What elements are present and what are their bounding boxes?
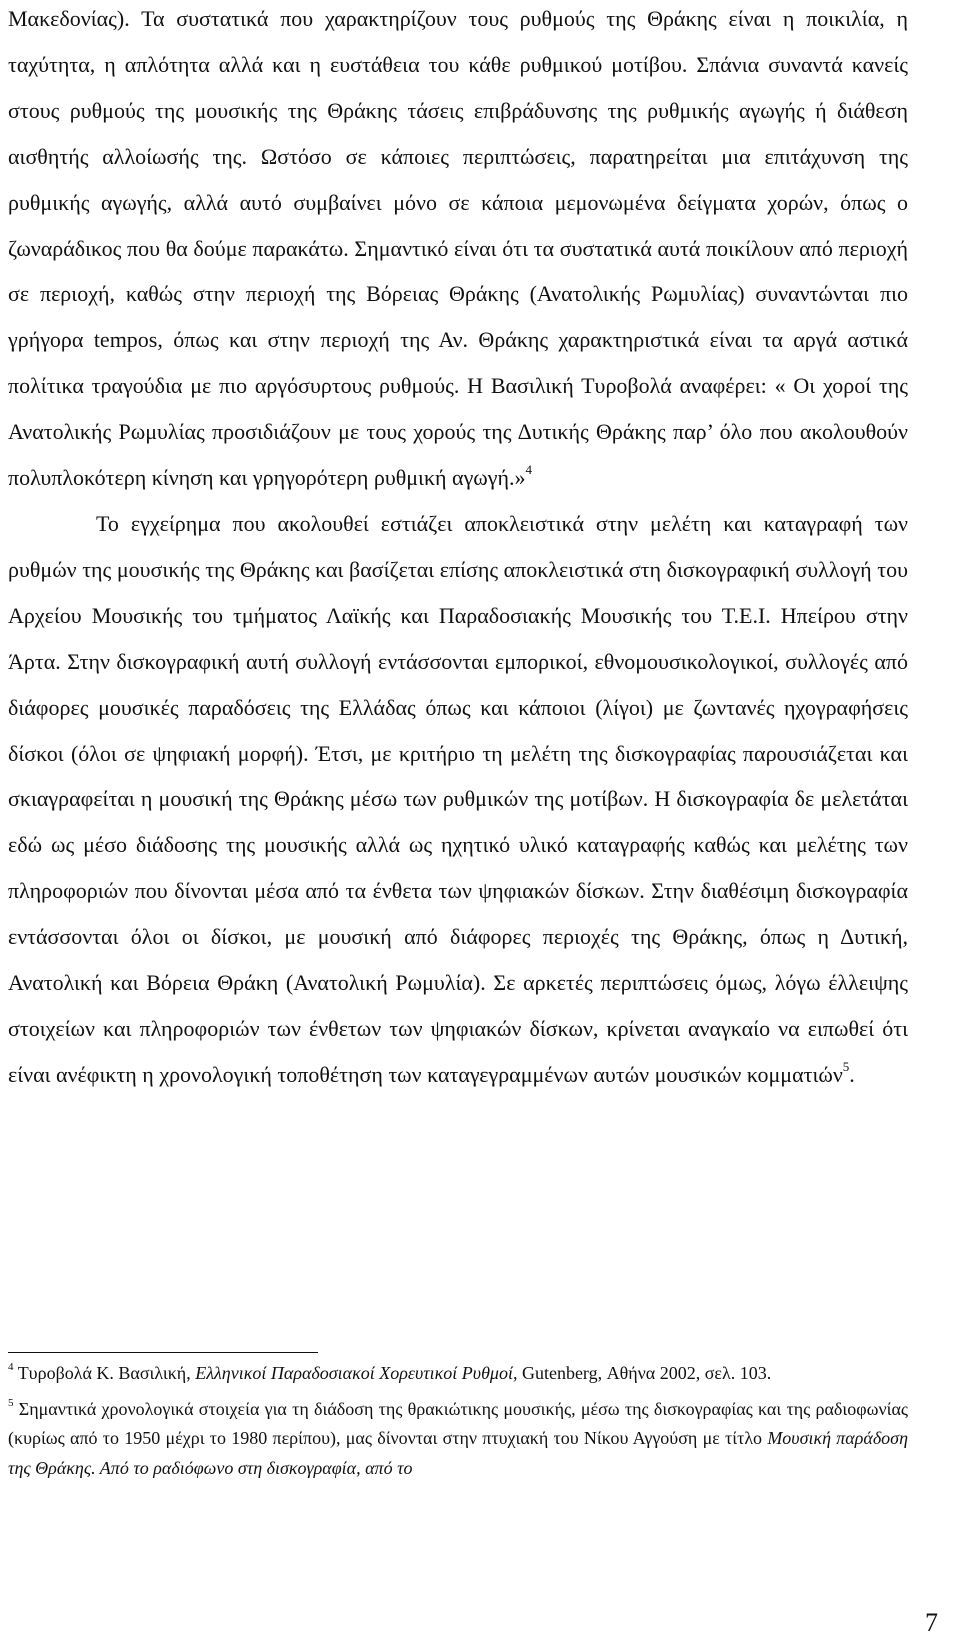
footnote-text: Σημαντικά χρονολογικά στοιχεία για τη διάδοση της θρακιώτικης μουσικής, μέσω της δισκογραφίας και της ραδιοφωνίας (κυρίως από το 1950 μέχρι το 1980 περίπου), μας δίνονται στην πτυχιακή του Νίκου Αγγούση με τίτλο: [8, 1398, 909, 1448]
footnote-text-end: Gutenberg, Αθήνα 2002, σελ. 103.: [517, 1363, 772, 1383]
footnote-ref-5[interactable]: 5: [842, 1058, 850, 1074]
footnote-separator: [8, 1352, 318, 1353]
footnote-4: [8, 1359, 908, 1389]
paragraph-2: Το εγχείρημα που ακολουθεί εστιάζει αποκλειστικά στην μελέτη και καταγραφή των ρυθμών της μουσικής της Θράκης και βασίζεται επίσης αποκλειστικά στη δισκογραφική συλλογή του Αρχείου Μουσικής του τμήματος Λαϊκής και Παραδοσιακής Μουσικής του Τ.Ε.Ι. Ηπείρου στην Άρτα. Στην δισκογραφική αυτή συλλογή εντάσσονται εμπορικοί, εθνομουσικολογικοί, συλλογές από διάφορες μουσικές παραδόσεις της Ελλάδας όπως και κάποιοι (λίγοι) με ζωντανές ηχογραφήσεις δίσκοι (όλοι σε ψηφιακή μορφή). Έτσι, με κριτήριο τη μελέτη της δισκογραφίας παρουσιάζεται και σκιαγραφείται η μουσική της Θράκης μέσω των ρυθμικών της μοτίβων. Η δισκογραφία δε μελετάται εδώ ως μέσο διάδοσης της μουσικής αλλά ως ηχητικό υλικό καταγραφής καθώς και μελέτης των πληροφοριών που δίνονται μέσα από τα ένθετα των ψηφιακών δίσκων. Στην διαθέσιμη δισκογραφία εντάσσονται όλοι οι δίσκοι, με μουσική από διάφορες περιοχές της Θράκης, όπως η Δυτική, Ανατολική και Βόρεια Θράκη (Ανατολική Ρωμυλία). Σε αρκετές περιπτώσεις όμως, λόγω έλλειψης στοιχείων και πληροφοριών των ένθετων των ψηφιακών δίσκων, κρίνεται αναγκαίο να ειπωθεί ότι είναι ανέφικτη η χρονολογική τοποθέτηση των καταγεγραμμένων αυτών μουσικών κομματιών$^5$.: [8, 510, 908, 1087]
paragraph-1-text: Μακεδονίας). Τα συστατικά που χαρακτηρίζουν τους ρυθμούς της Θράκης είναι η ποικιλία, η ταχύτητα, η απλότητα αλλά και η ευστάθεια του κάθε ρυθμικού μοτίβου. Σπάνια συναντά κανείς στους ρυθμούς της μουσικής της Θράκης τάσεις επιβράδυνσης της ρυθμικής αγωγής ή διάθεση αισθητής αλλοίωσής της. Ωστόσο σε κάποιες περιπτώσεις, παρατηρείται μια επιτάχυνση της ρυθμικής αγωγής, αλλά αυτό συμβαίνει μόνο σε κάποια μεμονωμένα δείγματα χορών, όπως ο ζωναράδικος που θα δούμε παρακάτω. Σημαντικό είναι ότι τα συστατικά αυτά ποικίλουν από περιοχή σε περιοχή, καθώς στην περιοχή της Βόρειας Θράκης (Ανατολικής Ρωμυλίας) συναντώνται πιο γρήγορα tempos, όπως και στην περιοχή της Αν. Θράκης χαρακτηριστικά είναι τα αργά αστικά πολίτικα τραγούδια με πιο αργόσυρτους ρυθμούς. Η Βασιλική Τυροβολά αναφέρει: « Οι χοροί της Ανατολικής Ρωμυλίας προσιδιάζουν με τους χορούς της Δυτικής Θράκης παρ’ όλο που ακολουθούν πολυπλοκότερη κίνηση και γρηγορότερη ρυθμική αγωγή.»: [8, 6, 908, 491]
footnote-ref-4[interactable]: 4: [525, 461, 533, 477]
page-number: 7: [925, 1608, 938, 1637]
main-text: [8, 0, 908, 1098]
paragraph-2-text: Το εγχείρημα που ακολουθεί εστιάζει αποκλειστικά στην μελέτη και καταγραφή των ρυθμών της μουσικής της Θράκης και βασίζεται επίσης αποκλειστικά στη δισκογραφική συλλογή του Αρχείου Μουσικής του τμήματος Λαϊκής και Παραδοσιακής Μουσικής του Τ.Ε.Ι. Ηπείρου στην Άρτα. Στην δισκογραφική αυτή συλλογή εντάσσονται εμπορικοί, εθνομουσικολογικοί, συλλογές από διάφορες μουσικές παραδόσεις της Ελλάδας όπως και κάποιοι (λίγοι) με ζωντανές ηχογραφήσεις δίσκοι (όλοι σε ψηφιακή μορφή). Έτσι, με κριτήριο τη μελέτη της δισκογραφίας παρουσιάζεται και σκιαγραφείται η μουσική της Θράκης μέσω των ρυθμικών της μοτίβων. Η δισκογραφία δε μελετάται εδώ ως μέσο διάδοσης της μουσικής αλλά ως ηχητικό υλικό καταγραφής καθώς και μελέτης των πληροφοριών που δίνονται μέσα από τα ένθετα των ψηφιακών δίσκων. Στην διαθέσιμη δισκογραφία εντάσσονται όλοι οι δίσκοι, με μουσική από διάφορες περιοχές της Θράκης, όπως η Δυτική, Ανατολική και Βόρεια Θράκη (Ανατολική Ρωμυλία). Σε αρκετές περιπτώσεις όμως, λόγω έλλειψης στοιχείων και πληροφοριών των ένθετων των ψηφιακών δίσκων, κρίνεται αναγκαίο να ειπωθεί ότι είναι ανέφικτη η χρονολογική τοποθέτηση των καταγεγραμμένων αυτών μουσικών κομματιών: [8, 510, 908, 1087]
footnote-list: [8, 1359, 908, 1489]
footnote-number: 5: [8, 1396, 14, 1409]
footnote-title: Μουσική παράδοση της Θράκης. Από το ραδιόφωνο στη δισκογραφία, από το: [8, 1428, 908, 1478]
paragraph-1: [8, 0, 908, 501]
footnote-number: 4: [8, 1361, 14, 1373]
document-page: [8, 0, 908, 1098]
footnote-title: Ελληνικοί Παραδοσιακοί Χορευτικοί Ρυθμοί,: [195, 1363, 518, 1383]
footnote-text: Τυροβολά Κ. Βασιλική,: [17, 1363, 196, 1383]
footnote-5: [8, 1395, 908, 1484]
